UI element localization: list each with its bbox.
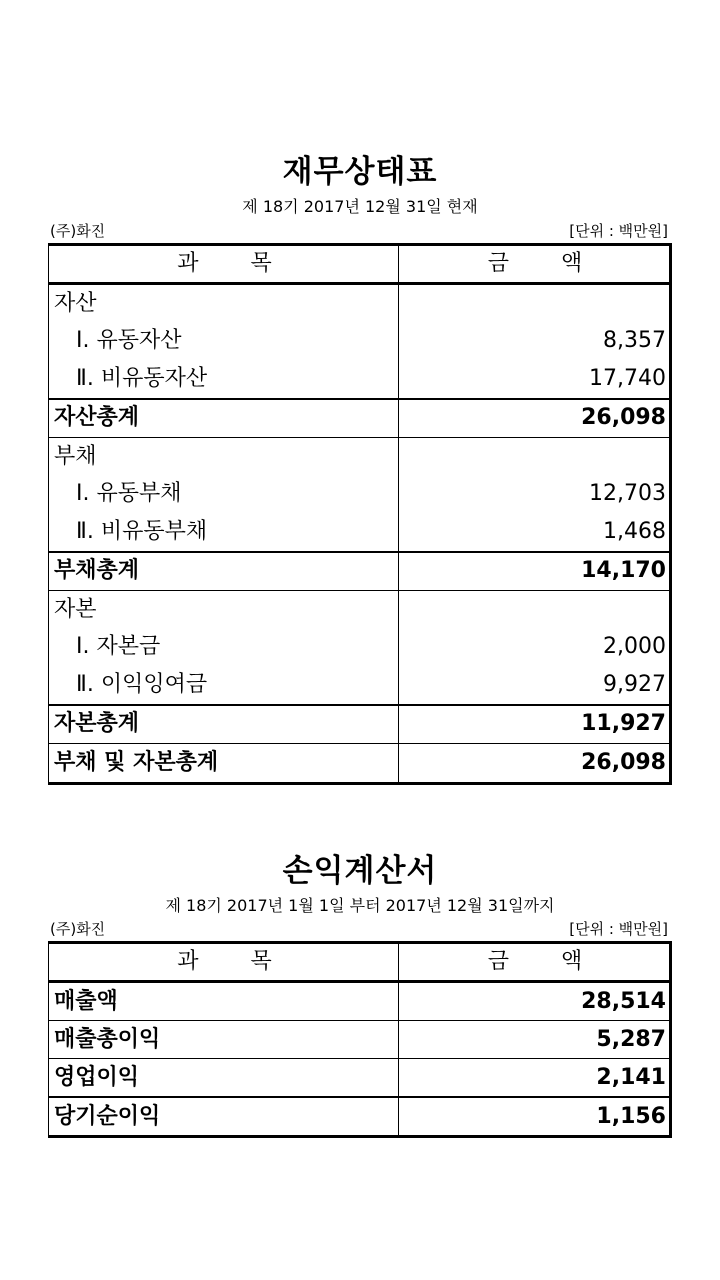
table-row — [49, 476, 671, 514]
row-label: 매출액 — [49, 982, 399, 1021]
row-label: Ⅰ. 유동자산 — [49, 323, 399, 361]
table-row — [49, 591, 671, 629]
table-row — [49, 323, 671, 361]
table-row — [49, 284, 671, 323]
row-label: 부채 — [49, 438, 399, 476]
row-label: Ⅱ. 이익잉여금 — [49, 666, 399, 705]
row-value: 11,927 — [399, 705, 671, 744]
row-label: 자산 — [49, 284, 399, 323]
balance-sheet-table — [48, 243, 672, 785]
row-value — [399, 284, 671, 323]
table-row — [49, 1059, 671, 1098]
row-label: 부채총계 — [49, 552, 399, 591]
row-value: 26,098 — [399, 399, 671, 438]
row-value: 2,000 — [399, 629, 671, 667]
row-label: 영업이익 — [49, 1059, 399, 1098]
table-row — [49, 629, 671, 667]
row-value: 9,927 — [399, 666, 671, 705]
income-statement-meta — [50, 918, 668, 939]
row-value: 26,098 — [399, 744, 671, 784]
balance-sheet-meta — [50, 220, 668, 241]
row-label: 매출총이익 — [49, 1021, 399, 1059]
row-label: 당기순이익 — [49, 1097, 399, 1137]
table-row — [49, 982, 671, 1021]
table-row — [49, 438, 671, 476]
header-item: 과 목 — [49, 245, 399, 284]
unit-label: [단위 : 백만원] — [569, 920, 668, 938]
row-value: 1,468 — [399, 513, 671, 552]
header-item: 과 목 — [49, 943, 399, 982]
row-value — [399, 438, 671, 476]
row-value: 14,170 — [399, 552, 671, 591]
row-value: 17,740 — [399, 360, 671, 399]
table-row — [49, 1021, 671, 1059]
income-statement-table — [48, 941, 672, 1138]
table-header — [49, 245, 671, 284]
table-row-total — [49, 552, 671, 591]
row-value — [399, 591, 671, 629]
row-label: Ⅱ. 비유동부채 — [49, 513, 399, 552]
row-label: 부채 및 자본총계 — [49, 744, 399, 784]
row-label: 자산총계 — [49, 399, 399, 438]
balance-sheet-title: 재무상태표 — [282, 154, 438, 190]
balance-sheet-subtitle: 제 18기 2017년 12월 31일 현재 — [242, 197, 478, 216]
header-amount: 금 액 — [399, 943, 671, 982]
income-statement-subtitle: 제 18기 2017년 1월 1일 부터 2017년 12월 31일까지 — [165, 896, 555, 915]
company-name: (주)화진 — [50, 222, 106, 240]
table-row-grand-total — [49, 744, 671, 784]
row-value: 1,156 — [399, 1097, 671, 1137]
table-row — [49, 666, 671, 705]
row-label: Ⅰ. 유동부채 — [49, 476, 399, 514]
table-row — [49, 1097, 671, 1137]
table-row — [49, 360, 671, 399]
row-value: 28,514 — [399, 982, 671, 1021]
row-label: 자본 — [49, 591, 399, 629]
unit-label: [단위 : 백만원] — [569, 222, 668, 240]
row-value: 12,703 — [399, 476, 671, 514]
table-row — [49, 513, 671, 552]
table-row-total — [49, 705, 671, 744]
row-label: Ⅰ. 자본금 — [49, 629, 399, 667]
company-name: (주)화진 — [50, 920, 106, 938]
row-label: 자본총계 — [49, 705, 399, 744]
header-amount: 금 액 — [399, 245, 671, 284]
row-value: 8,357 — [399, 323, 671, 361]
row-value: 5,287 — [399, 1021, 671, 1059]
table-header — [49, 943, 671, 982]
row-value: 2,141 — [399, 1059, 671, 1098]
table-row-total — [49, 399, 671, 438]
row-label: Ⅱ. 비유동자산 — [49, 360, 399, 399]
income-statement-title: 손익계산서 — [282, 853, 438, 889]
